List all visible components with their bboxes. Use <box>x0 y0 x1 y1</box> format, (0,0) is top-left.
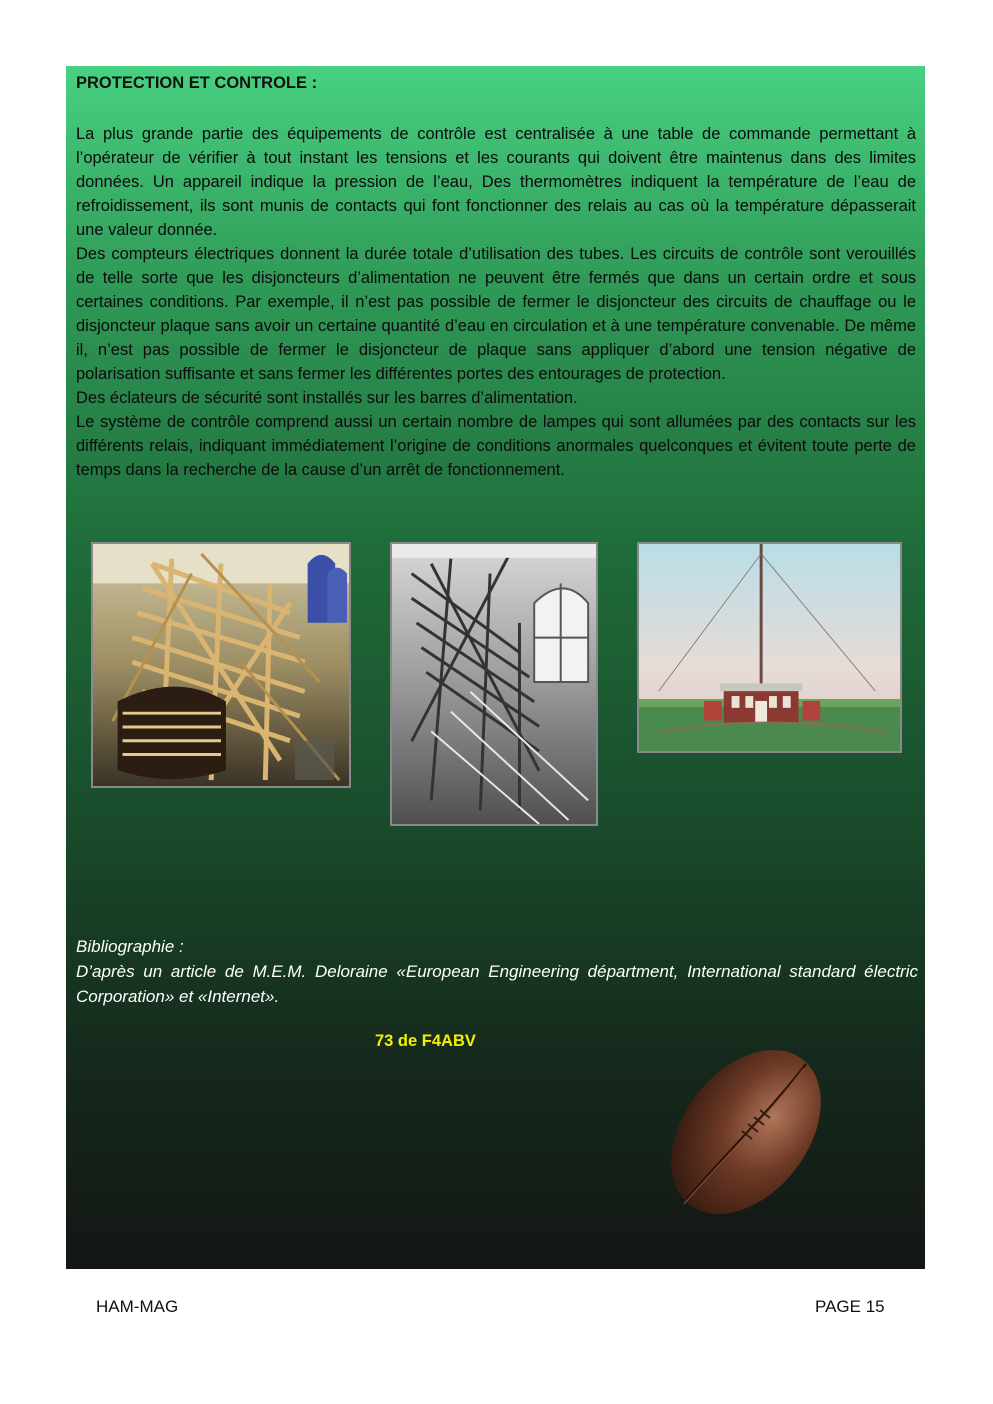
article-panel <box>66 66 925 1269</box>
paragraph: Le système de contrôle comprend aussi un certain nombre de lampes qui sont allumées par des contacts sur les différents relais, indiquant immédiatement l’origine de conditions anormales quelconques et évitent toute perte de temps dans la recherche de la cause d’un arrêt de fonctionnement. <box>76 413 916 479</box>
signoff: 73 de F4ABV <box>375 1032 476 1050</box>
paragraph: La plus grande partie des équipements de contrôle est centralisée à une table de commande permettant à l’opérateur de vérifier à tout instant les tensions et les courants qui doivent être maintenus dans des limites données. Un appareil indique la pression de l’eau, Des thermomètres indiquent la température de l’eau de refroidissement, ils sont munis de contacts qui font fonctionner des relais au cas où la température dépasserait une valeur donnée. <box>76 125 916 239</box>
bibliography-text: D’après un article de M.E.M. Deloraine «European Engineering départment, International standard électric Corporation» et «Internet». <box>76 962 918 1006</box>
bibliography-label: Bibliographie : <box>76 937 184 956</box>
paragraph: Des éclateurs de sécurité sont installés sur les barres d’alimentation. <box>76 389 578 407</box>
photo-wooden-frame <box>91 542 351 788</box>
article-body <box>76 122 916 482</box>
bibliography <box>76 934 918 1009</box>
rugby-ball-image <box>656 1044 836 1220</box>
footer-page-number: PAGE 15 <box>815 1297 885 1316</box>
section-heading: PROTECTION ET CONTROLE : <box>76 74 318 92</box>
footer-left: HAM-MAG <box>96 1297 179 1316</box>
photo-bw-structure <box>390 542 598 826</box>
paragraph: Des compteurs électriques donnent la durée totale d’utilisation des tubes. Les circuits de contrôle sont verouillés de telle sorte que les disjoncteurs d’alimentation ne peuvent être fermés que dans un certain ordre et sous certaines conditions. Par exemple, il n’est pas possible de fermer le disjoncteur des circuits de chauffage ou le disjoncteur plaque sans avoir un certaine quantité d’eau en circulation et à une température convenable. De même il, n’est pas possible de fermer le disjoncteur de plaque sans appliquer d’abord une tension négative de polarisation suffisante et sans fermer les différentes portes des entourages de protection. <box>76 245 916 383</box>
photo-station-mast <box>637 542 902 753</box>
